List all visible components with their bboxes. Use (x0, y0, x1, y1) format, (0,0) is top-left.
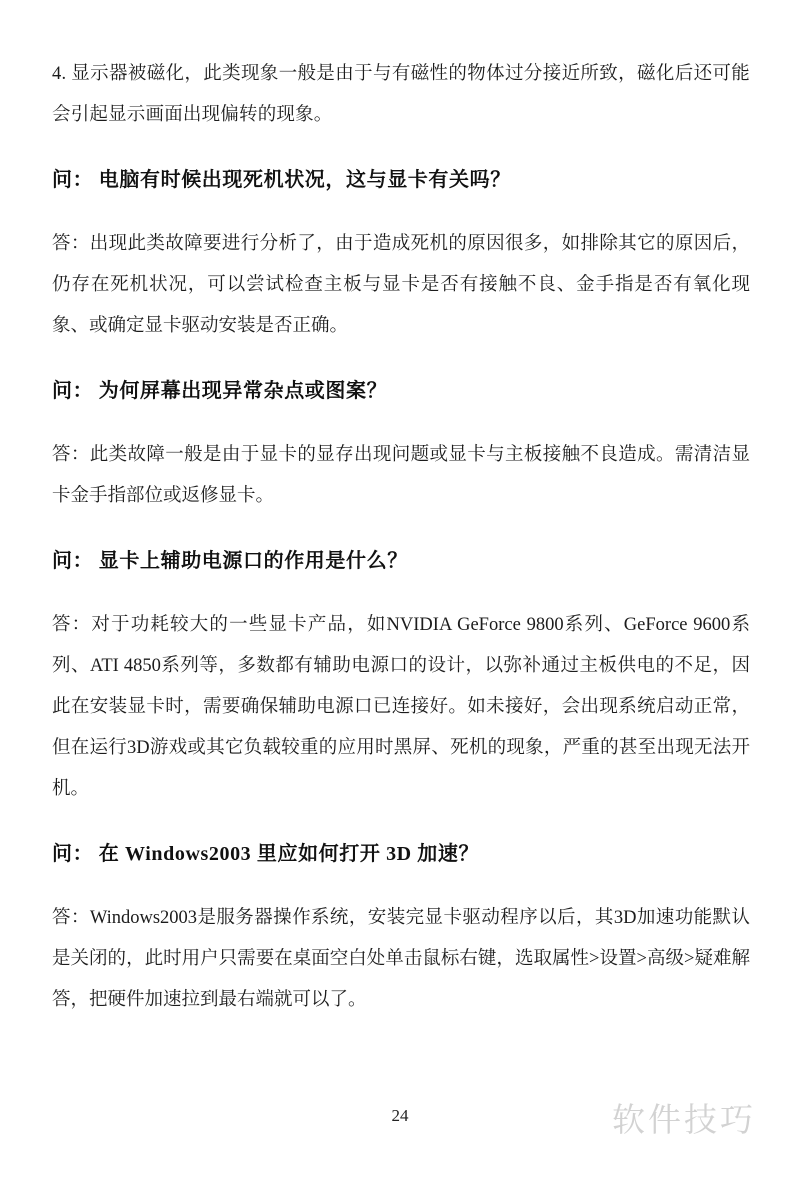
paragraph-text: 4. 显示器被磁化，此类现象一般是由于与有磁性的物体过分接近所致，磁化后还可能会引起显示画面出现偏转的现象。 (52, 64, 750, 125)
question-heading (52, 162, 750, 198)
page-number: 24 (391, 1106, 409, 1125)
watermark: 软件技巧 (612, 1101, 756, 1138)
answer-text: 答：出现此类故障要进行分析了，由于造成死机的原因很多，如排除其它的原因后，仍存在死机状况，可以尝试检查主板与显卡是否有接触不良、金手指是否有氧化现象、或确定显卡驱动安装是否正确。 (52, 234, 750, 336)
question-text: 问： 在 Windows2003 里应如何打开 3D 加速？ (52, 843, 480, 865)
question-heading (52, 836, 750, 872)
answer-text: 答：对于功耗较大的一些显卡产品，如NVIDIA GeForce 9800系列、GeForce 9600系列、ATI 4850系列等，多数都有辅助电源口的设计，以弥补通过主板供电的不足，因此在安装显卡时，需要确保辅助电源口已连接好。如未接好，会出现系统启动正常，但在运行3D游戏或其它负载较重的应用时黑屏、死机的现象，严重的甚至出现无法开机。 (52, 615, 750, 799)
answer-text: 答：Windows2003是服务器操作系统，安装完显卡驱动程序以后，其3D加速功能默认是关闭的，此时用户只需要在桌面空白处单击鼠标右键，选取属性>设置>高级>疑难解答，把硬件加速拉到最右端就可以了。 (52, 908, 750, 1010)
question-text: 问： 为何屏幕出现异常杂点或图案？ (52, 380, 388, 402)
answer-paragraph (52, 605, 750, 810)
question-heading (52, 373, 750, 409)
answer-paragraph (52, 224, 750, 347)
question-heading (52, 543, 750, 579)
question-text: 问： 显卡上辅助电源口的作用是什么？ (52, 550, 408, 572)
question-text: 问： 电脑有时候出现死机状况，这与显卡有关吗？ (52, 169, 511, 191)
numbered-paragraph (52, 54, 750, 136)
answer-text: 答：此类故障一般是由于显卡的显存出现问题或显卡与主板接触不良造成。需清洁显卡金手指部位或返修显卡。 (52, 445, 750, 506)
answer-paragraph (52, 898, 750, 1021)
answer-paragraph (52, 435, 750, 517)
